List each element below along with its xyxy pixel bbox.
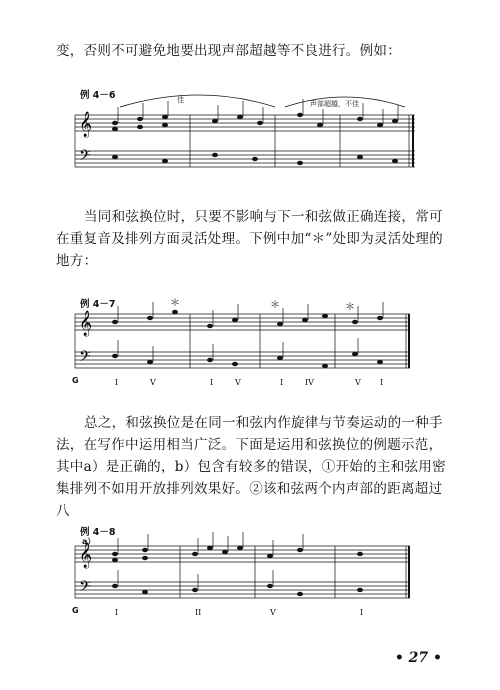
roman-numeral: V [355, 378, 361, 387]
music-example-4-7 [70, 292, 420, 392]
svg-text:𝄞: 𝄞 [79, 311, 93, 336]
paragraph-1: 变，否则不可避免地要出现声部超越等不良进行。例如： [56, 43, 401, 59]
marking-good: 佳 [177, 96, 184, 104]
roman-numeral: I [115, 608, 119, 617]
svg-text:𝄢: 𝄢 [79, 348, 91, 369]
sub-label: a） [82, 537, 96, 546]
svg-text:＊: ＊ [270, 300, 280, 311]
paragraph-2: 当同和弦换位时，只要不影响与下一和弦做正确连接，常可在重复音及排列方面灵活处理。下例中加“＊”处即为灵活处理的地方： [56, 209, 444, 269]
music-score [70, 292, 420, 392]
paragraph-3: 总之，和弦换位是在同一和弦内作旋律与节奏运动的一种手法，在写作中运用相当广泛。下面是运用和弦换位的例题示范，其中a）是正确的，b）包含有较多的错误，①开始的主和弦用密集排列不如用开放排列效果好。②该和弦两个内声部的距离超过八 [56, 415, 446, 519]
page-number: • 27 • [394, 650, 442, 666]
roman-numeral: I [280, 378, 284, 387]
music-example-4-8 [70, 520, 420, 620]
example-label: 例 4－6 [80, 90, 116, 101]
svg-text:𝄞: 𝄞 [79, 543, 93, 568]
svg-text:＊: ＊ [170, 298, 180, 309]
roman-numeral: I [115, 378, 119, 387]
svg-text:＊: ＊ [345, 302, 355, 313]
marking-bad: 声部超越，不佳 [310, 100, 359, 108]
roman-numeral: II [195, 608, 202, 617]
key-label: G [72, 376, 79, 385]
svg-text:𝄢: 𝄢 [79, 578, 91, 599]
music-example-4-6 [70, 85, 420, 180]
music-score [70, 520, 420, 620]
music-score [70, 85, 420, 180]
roman-numeral: V [235, 378, 241, 387]
example-label: 例 4－8 [80, 527, 116, 538]
svg-text:𝄞: 𝄞 [79, 112, 93, 137]
key-label: G [72, 606, 79, 615]
roman-numeral: V [270, 608, 276, 617]
svg-text:𝄢: 𝄢 [79, 147, 91, 168]
example-label: 例 4－7 [80, 299, 116, 310]
roman-numeral: I [380, 378, 384, 387]
roman-numeral: I [210, 378, 214, 387]
roman-numeral: V [150, 378, 156, 387]
roman-numeral: IV [305, 378, 314, 387]
roman-numeral: I [360, 608, 364, 617]
